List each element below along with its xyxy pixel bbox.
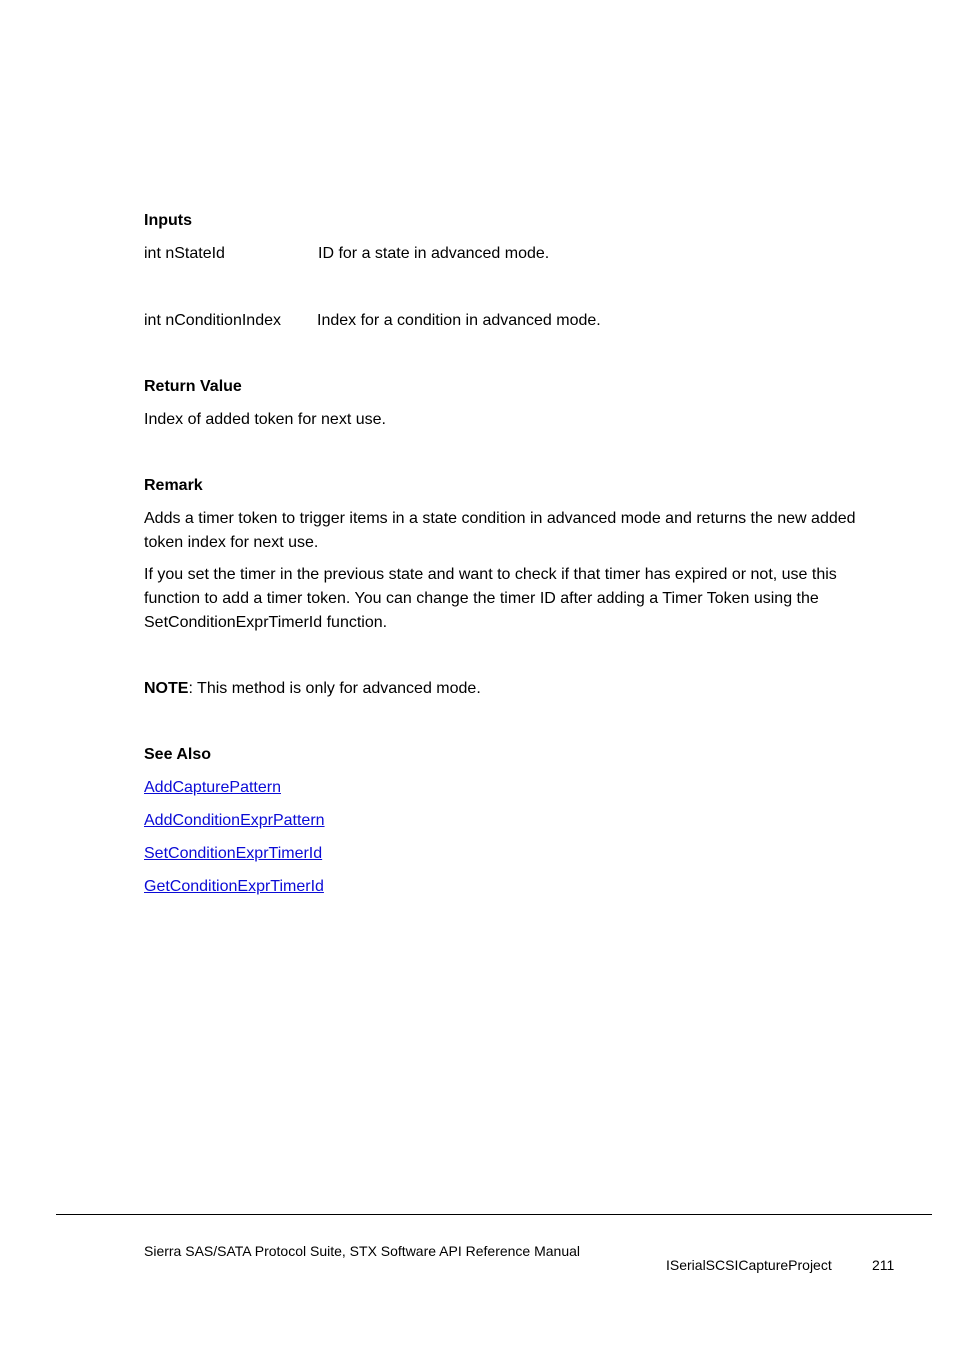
footer-section-name: ISerialSCSICaptureProject (666, 1257, 832, 1273)
param-name: int nConditionIndex (144, 312, 281, 329)
return-value-text: Index of added token for next use. (144, 411, 386, 428)
see-also-link[interactable]: AddCapturePattern (144, 779, 281, 796)
inputs-heading: Inputs (144, 212, 192, 229)
see-also-link[interactable]: AddConditionExprPattern (144, 812, 325, 829)
see-also-link[interactable]: SetConditionExprTimerId (144, 845, 323, 862)
see-also-link[interactable]: GetConditionExprTimerId (144, 878, 324, 895)
footer-divider (56, 1214, 932, 1215)
footer-page-number: 211 (872, 1257, 895, 1273)
note-line (144, 677, 481, 701)
note-label: NOTE (144, 680, 189, 697)
note-text: : This method is only for advanced mode. (188, 680, 481, 697)
footer-manual-title: Sierra SAS/SATA Protocol Suite, STX Software API Reference Manual (144, 1243, 581, 1259)
param-description: Index for a condition in advanced mode. (317, 312, 601, 329)
remark-paragraph: If you set the timer in the previous state and want to check if that timer has expired or not, use this function to add a timer token. You can change the timer ID after adding a Timer Token using the SetConditionExprTimerId function. (144, 566, 837, 631)
remark-paragraph: Adds a timer token to trigger items in a state condition in advanced mode and returns the new added token index for next use. (144, 510, 856, 551)
see-also-heading: See Also (144, 746, 211, 763)
param-description: ID for a state in advanced mode. (318, 245, 550, 262)
param-name: int nStateId (144, 245, 225, 262)
remark-heading: Remark (144, 477, 203, 494)
return-value-heading: Return Value (144, 378, 242, 395)
